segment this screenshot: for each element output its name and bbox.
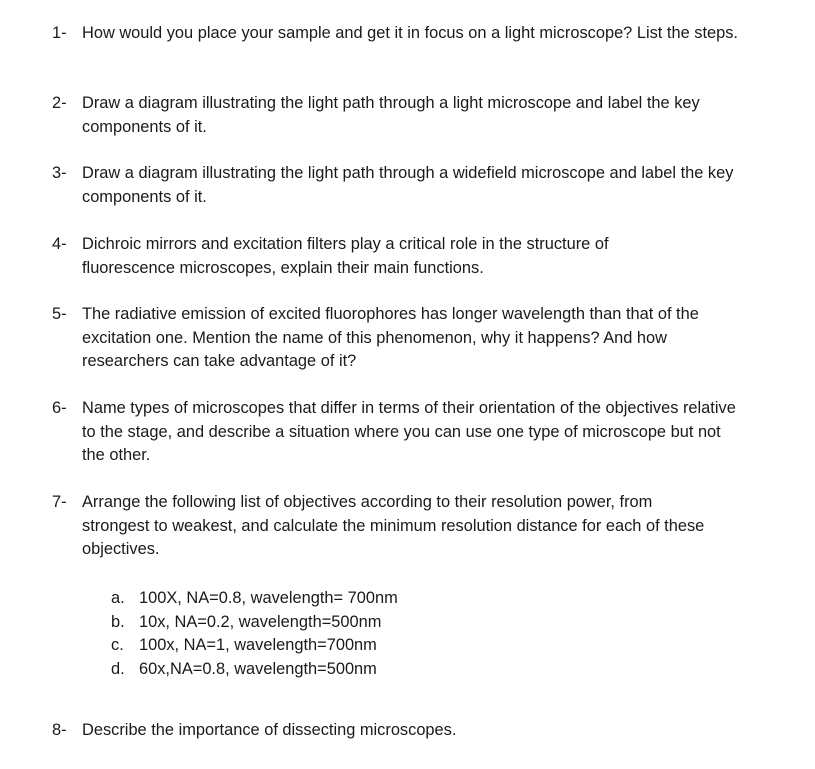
list-item-text: 100X, NA=0.8, wavelength= 700nm xyxy=(139,589,398,607)
question-number: 6- xyxy=(52,399,67,417)
question-text: Draw a diagram illustrating the light path through a light microscope and label the key components of it. xyxy=(82,94,700,136)
question-text: How would you place your sample and get it in focus on a light microscope? List the steps. xyxy=(82,24,738,42)
question-number: 3- xyxy=(52,164,67,182)
list-item-text: 60x,NA=0.8, wavelength=500nm xyxy=(139,659,377,678)
list-item xyxy=(111,611,511,635)
objectives-list xyxy=(111,587,511,681)
list-item xyxy=(111,658,511,682)
question-number: 1- xyxy=(52,24,67,42)
list-item-text: 100x, NA=1, wavelength=700nm xyxy=(139,636,377,654)
question-number: 2- xyxy=(52,94,67,112)
question-6 xyxy=(52,397,752,468)
question-text: Name types of microscopes that differ in terms of their orientation of the objectives relative to the stage, and describe a situation where you can use one type of microscope but not the other. xyxy=(82,399,736,464)
question-3 xyxy=(52,162,752,209)
question-8 xyxy=(52,719,752,743)
question-number: 8- xyxy=(52,721,67,739)
question-number: 5- xyxy=(52,305,67,323)
question-text: Dichroic mirrors and excitation filters play a critical role in the structure of fluorescence microscopes, explain their main functions. xyxy=(82,235,609,277)
question-number: 4- xyxy=(52,235,67,253)
question-1 xyxy=(52,22,752,46)
question-text: Arrange the following list of objectives according to their resolution power, from strongest to weakest, and calculate the minimum resolution distance for each of these objectives. xyxy=(82,493,705,558)
list-item-letter: b. xyxy=(111,612,125,631)
question-7 xyxy=(52,491,752,562)
question-5 xyxy=(52,303,752,374)
question-text: The radiative emission of excited fluorophores has longer wavelength than that of the excitation one. Mention the name of this phenomenon, why it happens? And how researchers can take advantage of it? xyxy=(82,305,699,370)
list-item xyxy=(111,634,511,658)
list-item xyxy=(111,587,511,611)
question-2 xyxy=(52,92,752,139)
question-number: 7- xyxy=(52,493,67,511)
list-item-letter: c. xyxy=(111,636,124,654)
list-item-letter: d. xyxy=(111,659,125,678)
question-text: Describe the importance of dissecting microscopes. xyxy=(82,721,457,739)
question-text: Draw a diagram illustrating the light path through a widefield microscope and label the key components of it. xyxy=(82,164,734,206)
question-4 xyxy=(52,233,752,280)
list-item-text: 10x, NA=0.2, wavelength=500nm xyxy=(139,612,382,631)
list-item-letter: a. xyxy=(111,589,125,607)
